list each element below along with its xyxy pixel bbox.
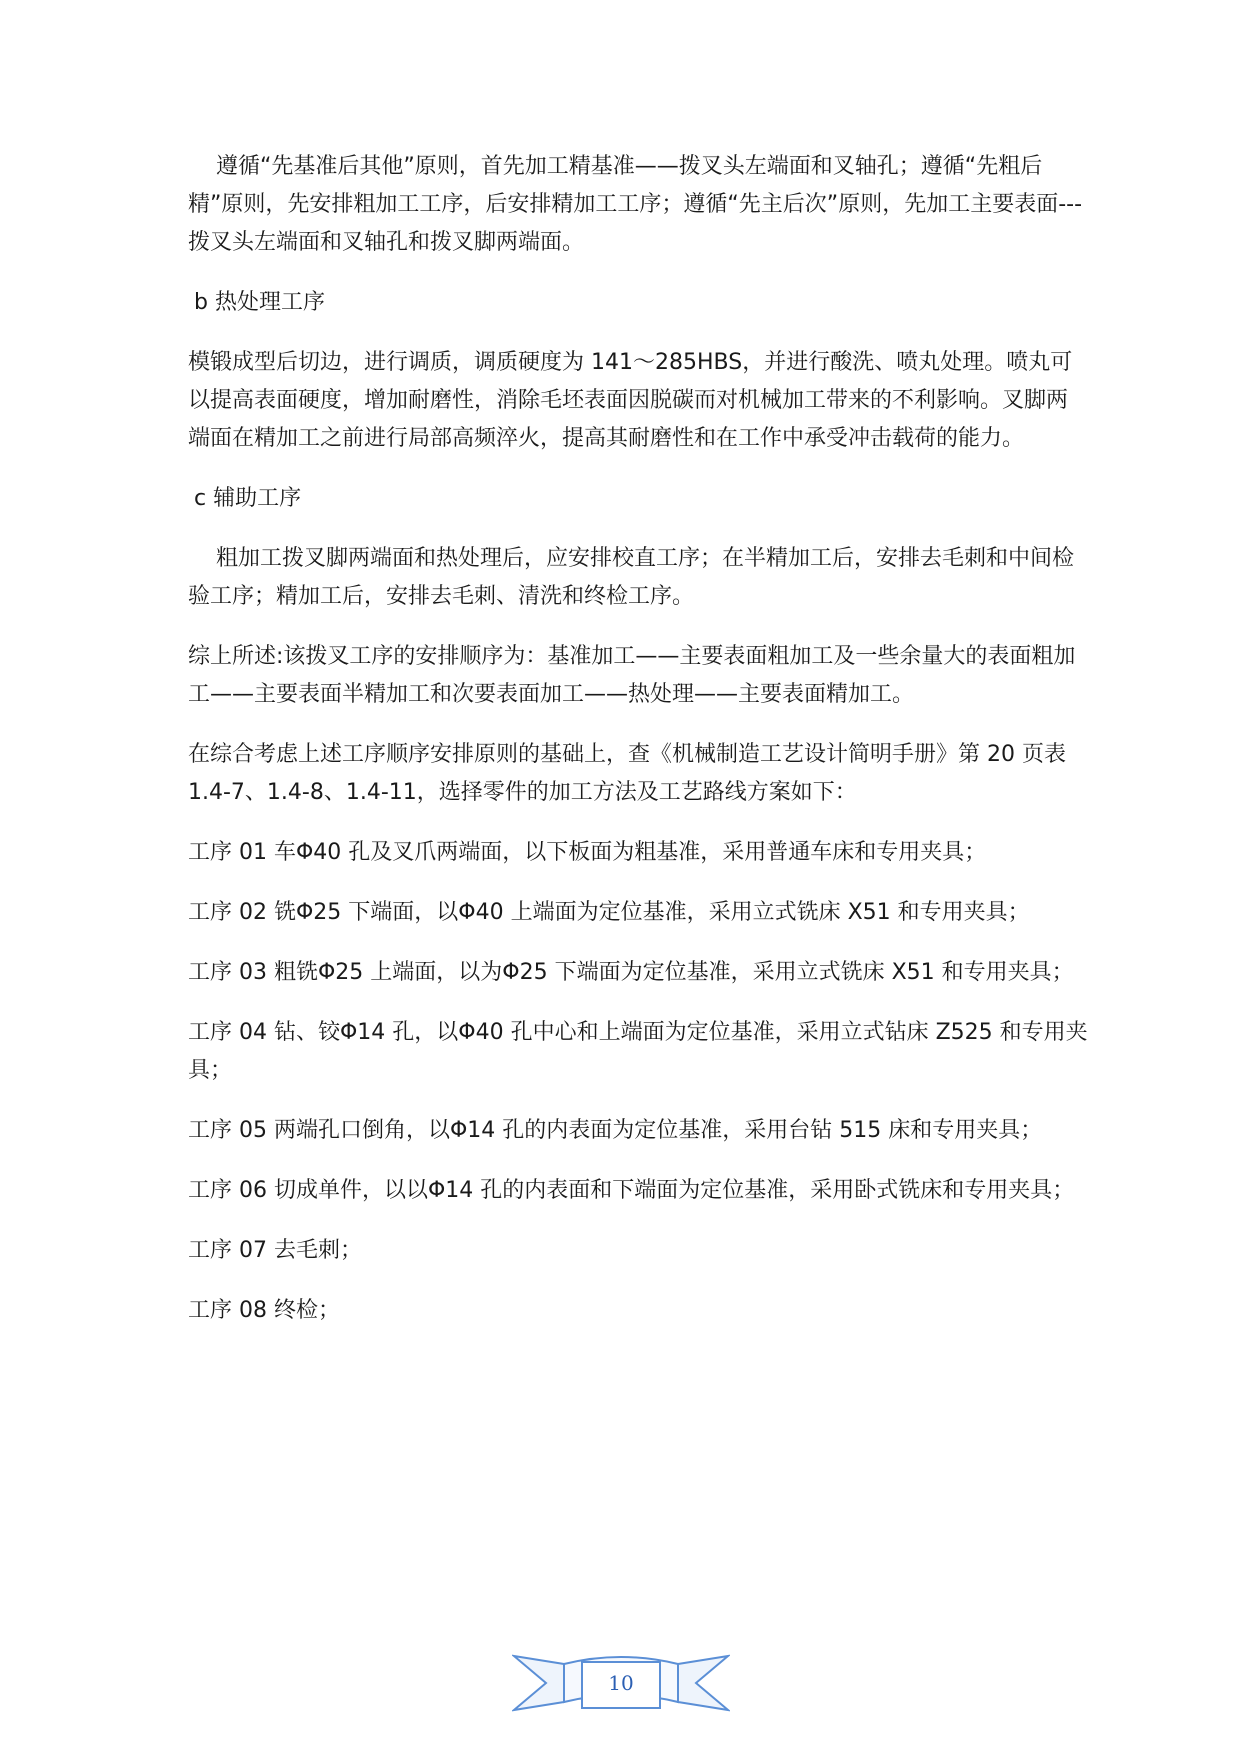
process-step-05: 工序 05 两端孔口倒角，以Φ14 孔的内表面为定位基准，采用台钻 515 床和专用夹具； bbox=[188, 1118, 1043, 1143]
heading-auxiliary: c 辅助工序 bbox=[194, 486, 302, 511]
process-step-08: 工序 08 终检； bbox=[188, 1298, 340, 1323]
paragraph-route-intro: 在综合考虑上述工序顺序安排原则的基础上，查《机械制造工艺设计简明手册》第 20 页表 1.4-7、1.4-8、1.4-11，选择零件的加工方法及工艺路线方案如下： bbox=[188, 742, 1066, 805]
process-step-01: 工序 01 车Φ40 孔及叉爪两端面，以下板面为粗基准，采用普通车床和专用夹具； bbox=[188, 840, 987, 865]
paragraph-auxiliary: 粗加工拨叉脚两端面和热处理后，应安排校直工序；在半精加工后，安排去毛刺和中间检验工序；精加工后，安排去毛刺、清洗和终检工序。 bbox=[188, 546, 1075, 609]
process-step-06: 工序 06 切成单件，以以Φ14 孔的内表面和下端面为定位基准，采用卧式铣床和专用夹具； bbox=[188, 1178, 1075, 1203]
process-step-04: 工序 04 钻、铰Φ14 孔，以Φ40 孔中心和上端面为定位基准，采用立式钻床 Z525 和专用夹具； bbox=[188, 1020, 1088, 1083]
process-step-03: 工序 03 粗铣Φ25 上端面，以为Φ25 下端面为定位基准，采用立式铣床 X51 和专用夹具； bbox=[188, 960, 1074, 985]
paragraph-principles: 遵循“先基准后其他”原则，首先加工精基准——拨叉头左端面和叉轴孔；遵循“先粗后精”原则，先安排粗加工工序，后安排精加工工序；遵循“先主后次”原则，先加工主要表面---拨叉头左端面和叉轴孔和拨叉脚两端面。 bbox=[188, 154, 1083, 255]
heading-heat-treatment: b 热处理工序 bbox=[194, 290, 325, 315]
document-body bbox=[188, 148, 1088, 1352]
page-number: 10 bbox=[608, 1671, 634, 1695]
paragraph-summary: 综上所述:该拨叉工序的安排顺序为：基准加工——主要表面粗加工及一些余量大的表面粗加工——主要表面半精加工和次要表面加工——热处理——主要表面精加工。 bbox=[188, 644, 1076, 707]
process-step-07: 工序 07 去毛刺； bbox=[188, 1238, 362, 1263]
process-step-02: 工序 02 铣Φ25 下端面，以Φ40 上端面为定位基准，采用立式铣床 X51 和专用夹具； bbox=[188, 900, 1030, 925]
paragraph-heat-treatment: 模锻成型后切边，进行调质，调质硬度为 141～285HBS，并进行酸洗、喷丸处理。喷丸可以提高表面硬度，增加耐磨性，消除毛坯表面因脱碳而对机械加工带来的不利影响。叉脚两端面在精加工之前进行局部高频淬火，提高其耐磨性和在工作中承受冲击载荷的能力。 bbox=[188, 350, 1073, 451]
page-footer bbox=[512, 1646, 730, 1720]
